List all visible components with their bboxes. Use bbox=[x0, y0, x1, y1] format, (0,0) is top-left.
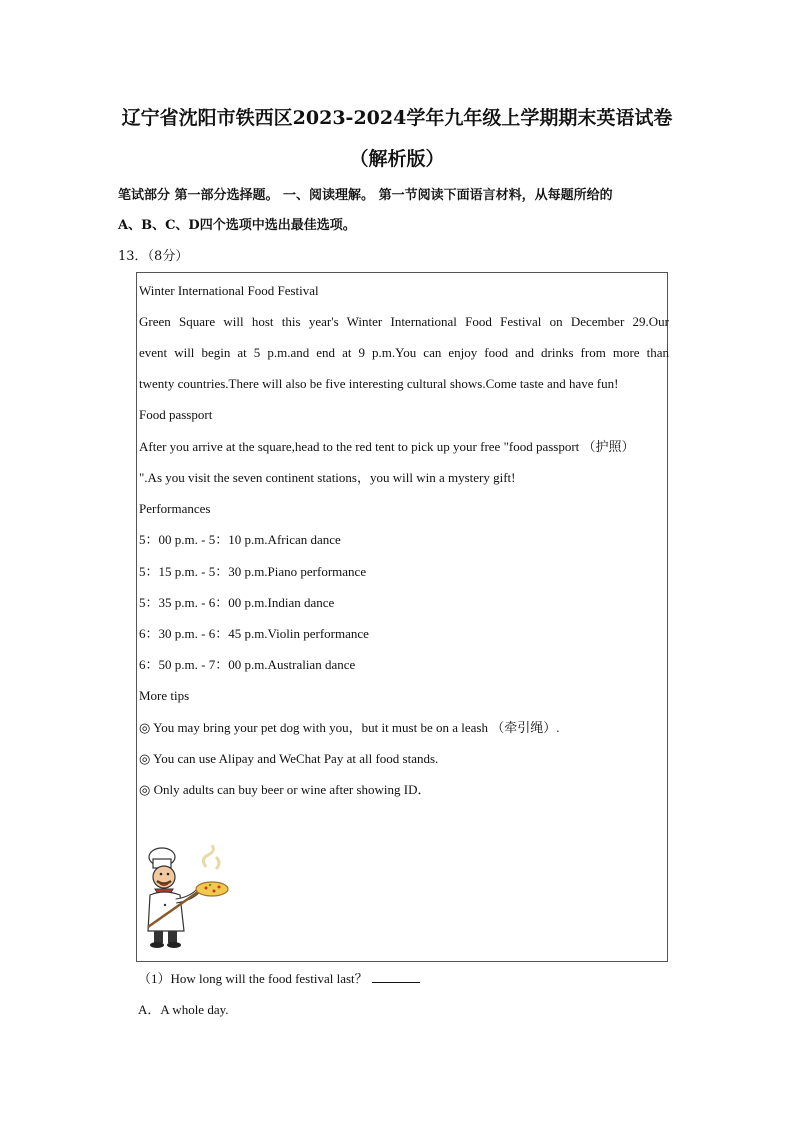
performance-item: 5：15 p.m. - 5：30 p.m.Piano performance bbox=[139, 564, 367, 579]
passage-text-line: Green Square will host this year's Winter International Food Festival on December 29.Our bbox=[139, 314, 669, 329]
question-number: 13．（8分） bbox=[118, 249, 189, 264]
passage-text-line: ".As you visit the seven continent stations，you will win a mystery gift! bbox=[139, 470, 516, 485]
performance-item: 5：35 p.m. - 6：00 p.m.Indian dance bbox=[139, 595, 335, 610]
page-subtitle: （解析版） bbox=[349, 148, 445, 170]
answer-blank[interactable] bbox=[372, 968, 420, 983]
passage-text-line: After you arrive at the square,head to the red tent to pick up your free "food passport （护照） bbox=[139, 439, 635, 454]
chef-with-pizza-icon bbox=[140, 845, 235, 950]
page-title: 辽宁省沈阳市铁西区2023-2024学年九年级上学期期末英语试卷 bbox=[121, 107, 673, 129]
tip-item: ◎ You can use Alipay and WeChat Pay at all food stands. bbox=[139, 751, 439, 766]
tip-item: ◎ Only adults can buy beer or wine after showing ID． bbox=[139, 782, 431, 797]
question-1-text: （1）How long will the food festival last？ bbox=[138, 971, 368, 986]
tips-heading: More tips bbox=[139, 688, 190, 703]
passage-text-line: event will begin at 5 p.m.and end at 9 p.m.You can enjoy food and drinks from more than bbox=[139, 345, 669, 360]
food-passport-heading: Food passport bbox=[139, 407, 213, 422]
tip-item: ◎ You may bring your pet dog with you，but it must be on a leash （牵引绳）. bbox=[139, 720, 560, 735]
passage-heading: Winter International Food Festival bbox=[139, 283, 319, 298]
performance-item: 5：00 p.m. - 5：10 p.m.African dance bbox=[139, 532, 341, 547]
instructions-line-2: A、B、C、D四个选项中选出最佳选项。 bbox=[118, 218, 356, 233]
question-1 bbox=[138, 968, 420, 990]
performance-item: 6：50 p.m. - 7：00 p.m.Australian dance bbox=[139, 657, 356, 672]
performance-item: 6：30 p.m. - 6：45 p.m.Violin performance bbox=[139, 626, 369, 641]
performances-heading: Performances bbox=[139, 501, 211, 516]
option-a[interactable]: A．A whole day. bbox=[138, 1002, 229, 1017]
passage-text-line: twenty countries.There will also be five interesting cultural shows.Come taste and have fun! bbox=[139, 376, 619, 391]
instructions-line-1: 笔试部分 第一部分选择题。 一、阅读理解。 第一节阅读下面语言材料，从每题所给的 bbox=[118, 188, 613, 203]
